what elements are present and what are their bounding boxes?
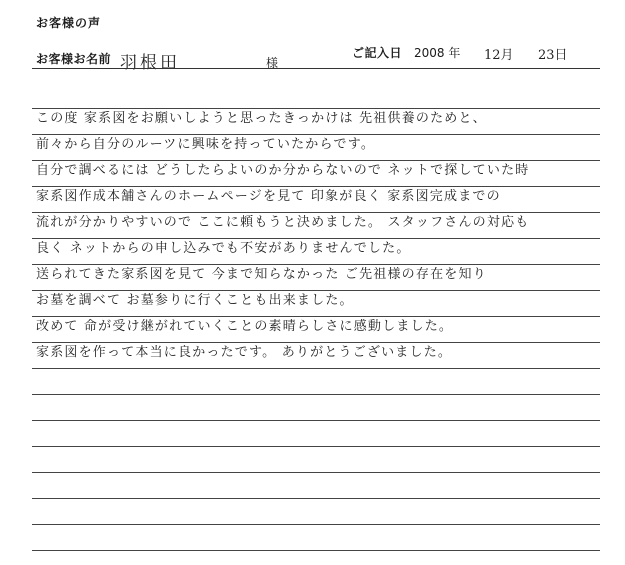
ruled-line: [32, 342, 600, 343]
ruled-line: [32, 108, 600, 109]
ruled-line: [32, 134, 600, 135]
body-text-line: 自分で調べるには どうしたらよいのか分からないので ネットで探していた時: [36, 163, 530, 178]
header-underline: [32, 68, 600, 69]
ruled-line: [32, 472, 600, 473]
body-text-line: 家系図作成本舗さんのホームページを見て 印象が良く 家系図完成までの: [36, 189, 501, 204]
date-month: 12月: [484, 48, 514, 63]
date-day: 23日: [538, 48, 568, 63]
ruled-line: [32, 394, 600, 395]
honorific-label: 様: [266, 56, 279, 70]
ruled-line: [32, 264, 600, 265]
ruled-line: [32, 446, 600, 447]
ruled-line: [32, 550, 600, 551]
date-label: ご記入日: [352, 46, 403, 60]
ruled-line: [32, 368, 600, 369]
ruled-line: [32, 290, 600, 291]
body-text-line: 良く ネットからの申し込みでも不安がありませんでした。: [36, 241, 411, 256]
ruled-line: [32, 186, 600, 187]
body-text-line: 流れが分かりやすいので ここに頼もうと決めました。 スタッフさんの対応も: [36, 215, 530, 230]
body-text-line: お墓を調べて お墓参りに行くことも出来ました。: [36, 293, 354, 308]
ruled-line: [32, 160, 600, 161]
ruled-line: [32, 238, 600, 239]
body-text-line: 前々から自分のルーツに興味を持っていたからです。: [36, 137, 376, 152]
customer-name-label: お客様お名前: [36, 52, 112, 66]
ruled-line: [32, 212, 600, 213]
ruled-line: [32, 498, 600, 499]
ruled-line: [32, 316, 600, 317]
body-text-line: 送られてきた家系図を見て 今まで知らなかった ご先祖様の存在を知り: [36, 267, 487, 282]
ruled-line: [32, 524, 600, 525]
body-text-line: この度 家系図をお願いしようと思ったきっかけは 先祖供養のためと、: [36, 111, 487, 126]
customer-name-value: 羽根田: [120, 53, 180, 73]
body-text-line: 改めて 命が受け継がれていくことの素晴らしさに感動しました。: [36, 319, 454, 334]
body-text-line: 家系図を作って本当に良かったです。 ありがとうございました。: [36, 345, 453, 360]
ruled-line: [32, 420, 600, 421]
date-year: 2008 年: [414, 46, 461, 60]
form-title: お客様の声: [36, 16, 102, 30]
